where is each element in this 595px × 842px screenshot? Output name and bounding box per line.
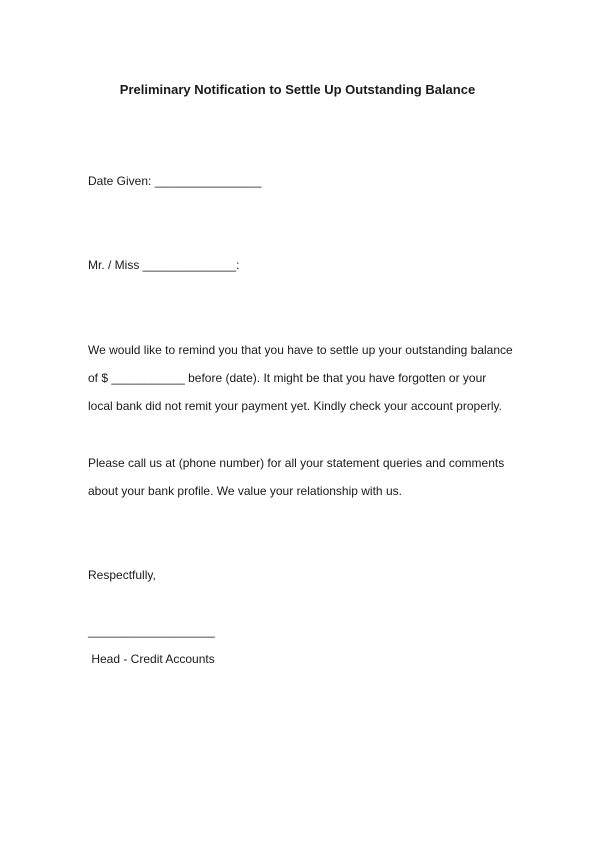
salutation-line: Mr. / Miss ______________: [88, 258, 240, 272]
signature-line: ___________________ [88, 624, 215, 638]
letter-title: Preliminary Notification to Settle Up Outstanding Balance [119, 82, 476, 97]
signature-title: Head - Credit Accounts [88, 652, 215, 666]
date-given-line: Date Given: ________________ [88, 174, 262, 188]
closing: Respectfully, [88, 568, 156, 582]
paragraph-1-line-2: of $ ___________ before (date). It might be that you have forgotten or your [88, 371, 487, 385]
paragraph-1-line-1: We would like to remind you that you have to settle up your outstanding balance [88, 343, 513, 357]
paragraph-2-line-2: about your bank profile. We value your relationship with us. [88, 484, 402, 498]
paragraph-2-line-1: Please call us at (phone number) for all your statement queries and comments [88, 456, 505, 470]
paragraph-1-line-3: local bank did not remit your payment yet. Kindly check your account properly. [88, 399, 502, 413]
